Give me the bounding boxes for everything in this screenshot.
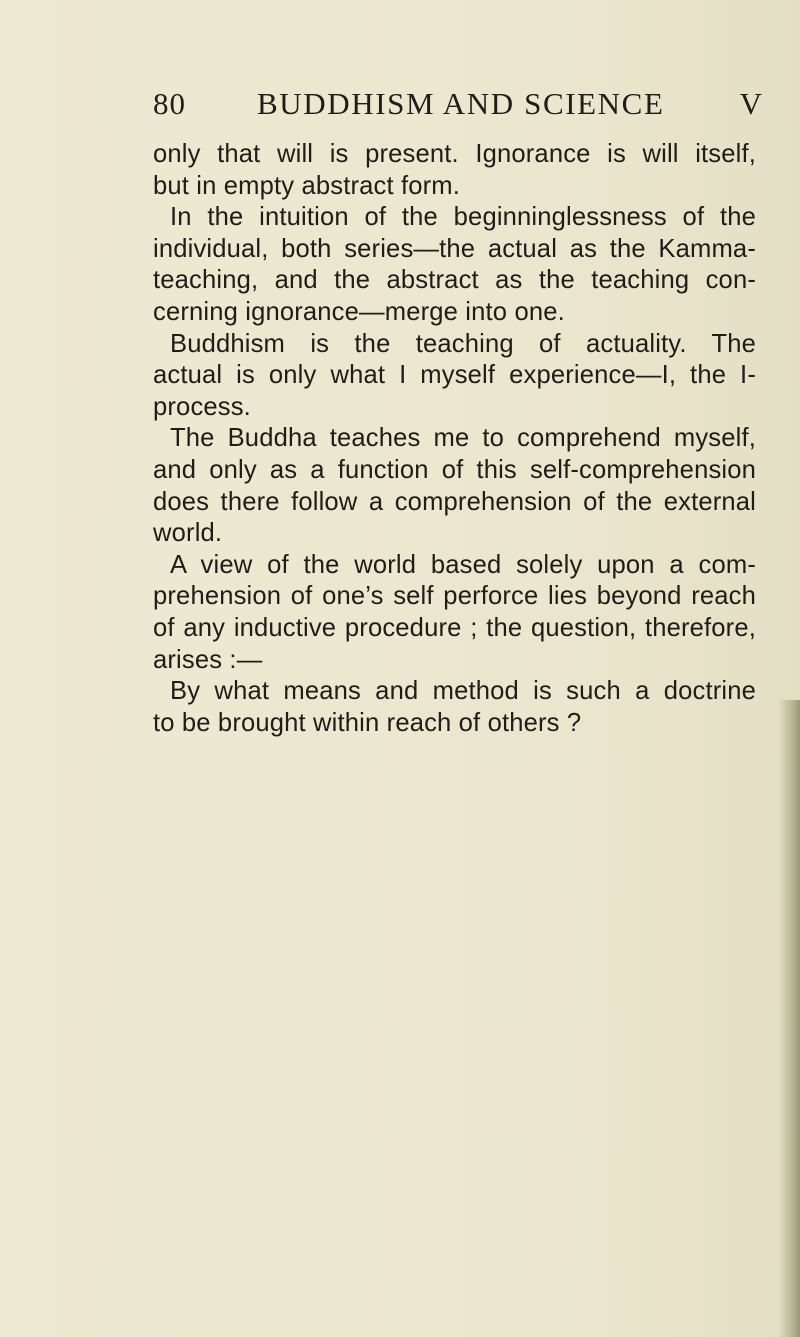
text-line: of any inductive procedure ; the question, therefore, xyxy=(153,613,756,642)
text-line: individual, both series—the actual as the Kamma- xyxy=(153,234,756,263)
text-line: process. xyxy=(153,392,251,421)
page-number: 80 xyxy=(153,86,186,121)
text-line: By what means and method is such a doctrine xyxy=(170,677,756,706)
chapter-number: V xyxy=(739,86,763,121)
text-line: to be brought within reach of others ? xyxy=(153,708,582,737)
text-line: prehension of one’s self perforce lies beyond reach xyxy=(153,582,756,611)
text-line: teaching, and the abstract as the teaching con- xyxy=(153,266,756,295)
text-line: actual is only what I myself experience—I, the I- xyxy=(153,361,756,390)
text-line: The Buddha teaches me to comprehend myself, xyxy=(170,424,756,453)
text-line: does there follow a comprehension of the external xyxy=(153,487,756,516)
text-line: A view of the world based solely upon a com- xyxy=(170,550,756,579)
text-line: arises :— xyxy=(153,645,263,674)
text-line: only that will is present. Ignorance is will itself, xyxy=(153,140,756,168)
text-line: In the intuition of the beginninglessness of the xyxy=(170,203,756,232)
text-line: Buddhism is the teaching of actuality. The xyxy=(170,329,756,358)
page-edge-stain xyxy=(778,700,800,1337)
running-head xyxy=(153,86,763,126)
running-title: BUDDHISM AND SCIENCE xyxy=(257,86,665,121)
text-line: and only as a function of this self-comprehension xyxy=(153,455,756,484)
text-line: cerning ignorance—merge into one. xyxy=(153,297,565,326)
body-text xyxy=(153,139,756,739)
text-line: but in empty abstract form. xyxy=(153,171,461,200)
text-line: world. xyxy=(153,519,223,548)
